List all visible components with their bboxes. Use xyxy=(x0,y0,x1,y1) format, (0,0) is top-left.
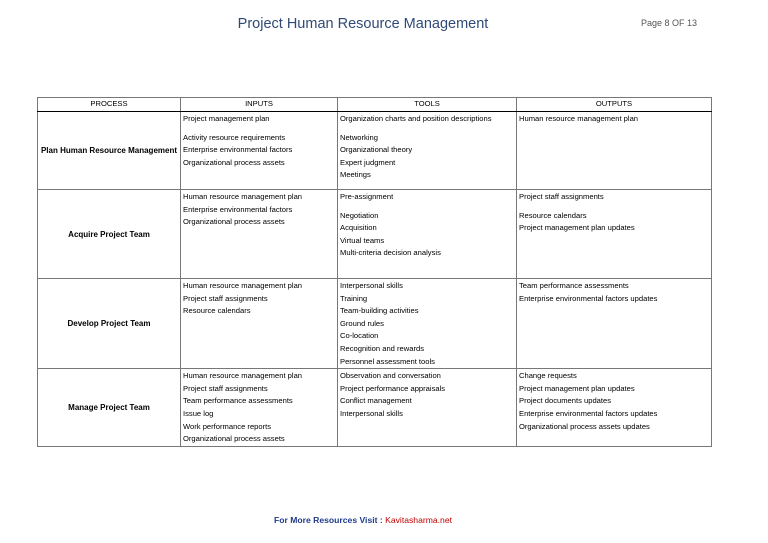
outputs-cell xyxy=(517,112,712,190)
cell-item: Project performance appraisals xyxy=(340,383,446,393)
cell-item: Enterprise environmental factors xyxy=(183,145,293,155)
table-row xyxy=(38,112,712,190)
cell-item: Training xyxy=(340,293,368,303)
cell-item: Organizational process assets xyxy=(183,434,285,444)
cell-item: Organizational process assets updates xyxy=(519,421,650,431)
cell-item: Multi-criteria decision analysis xyxy=(340,248,441,258)
cell-item: Organizational process assets xyxy=(183,217,285,227)
column-header-process: PROCESS xyxy=(38,98,181,112)
process-name-cell: Acquire Project Team xyxy=(38,190,181,279)
table-row xyxy=(38,369,712,447)
table-row xyxy=(38,279,712,369)
cell-item: Interpersonal skills xyxy=(340,408,403,418)
column-header-outputs: OUTPUTS xyxy=(517,98,712,112)
cell-item: Networking xyxy=(340,132,378,142)
page-number: Page 8 OF 13 xyxy=(640,18,697,28)
inputs-cell xyxy=(181,369,338,447)
cell-item: Co-location xyxy=(340,331,379,341)
cell-item: Team-building activities xyxy=(340,306,419,316)
cell-item: Project staff assignments xyxy=(183,293,268,303)
column-header-tools: TOOLS xyxy=(338,98,517,112)
cell-item: Conflict management xyxy=(340,396,412,406)
tools-cell xyxy=(338,369,517,447)
cell-item: Project management plan xyxy=(183,114,270,123)
inputs-cell xyxy=(181,279,338,369)
cell-item: Activity resource requirements xyxy=(183,132,286,142)
footer-site-link[interactable]: Kavitasharma.net xyxy=(385,515,452,525)
cell-item: Project management plan updates xyxy=(519,383,635,393)
cell-item: Organization charts and position descriptions xyxy=(340,114,492,123)
cell-item: Human resource management plan xyxy=(183,371,303,381)
cell-item: Virtual teams xyxy=(340,235,385,245)
cell-item: Work performance reports xyxy=(183,421,272,431)
cell-item: Resource calendars xyxy=(183,306,251,316)
tools-cell xyxy=(338,279,517,369)
cell-item: Expert judgment xyxy=(340,157,396,167)
process-name-cell: Develop Project Team xyxy=(38,279,181,369)
cell-item: Project staff assignments xyxy=(519,192,604,201)
cell-item: Pre-assignment xyxy=(340,192,394,201)
cell-item: Human resource management plan xyxy=(519,114,639,123)
cell-item: Enterprise environmental factors updates xyxy=(519,293,658,303)
cell-item: Project documents updates xyxy=(519,396,612,406)
table-row xyxy=(38,190,712,279)
cell-item: Resource calendars xyxy=(519,210,587,220)
table-body xyxy=(38,112,712,447)
outputs-cell xyxy=(517,279,712,369)
cell-item: Project management plan updates xyxy=(519,223,635,233)
cell-item: Interpersonal skills xyxy=(340,281,403,290)
cell-item: Change requests xyxy=(519,371,577,381)
cell-item: Team performance assessments xyxy=(183,396,293,406)
tools-cell xyxy=(338,190,517,279)
cell-item: Enterprise environmental factors xyxy=(183,204,293,214)
cell-item: Enterprise environmental factors updates xyxy=(519,408,658,418)
cell-item: Organizational process assets xyxy=(183,157,285,167)
process-name-cell: Plan Human Resource Management xyxy=(38,112,181,190)
header-row xyxy=(38,98,712,112)
page-title: Project Human Resource Management xyxy=(237,16,489,32)
cell-item: Human resource management plan xyxy=(183,281,303,290)
process-table xyxy=(37,97,712,447)
column-header-inputs: INPUTS xyxy=(181,98,338,112)
process-name-cell: Manage Project Team xyxy=(38,369,181,447)
inputs-cell xyxy=(181,112,338,190)
cell-item: Issue log xyxy=(183,408,214,418)
inputs-cell xyxy=(181,190,338,279)
cell-item: Project staff assignments xyxy=(183,383,268,393)
footer xyxy=(0,515,726,525)
outputs-cell xyxy=(517,190,712,279)
cell-item: Negotiation xyxy=(340,210,379,220)
cell-item: Ground rules xyxy=(340,318,384,328)
cell-item: Acquisition xyxy=(340,223,377,233)
cell-item: Observation and conversation xyxy=(340,371,441,381)
cell-item: Team performance assessments xyxy=(519,281,629,290)
outputs-cell xyxy=(517,369,712,447)
cell-item: Human resource management plan xyxy=(183,192,303,201)
tools-cell xyxy=(338,112,517,190)
cell-item: Recognition and rewards xyxy=(340,343,425,353)
cell-item: Organizational theory xyxy=(340,145,413,155)
cell-item: Meetings xyxy=(340,170,371,180)
cell-item: Personnel assessment tools xyxy=(340,356,435,366)
footer-text: For More Resources Visit : xyxy=(274,515,386,525)
